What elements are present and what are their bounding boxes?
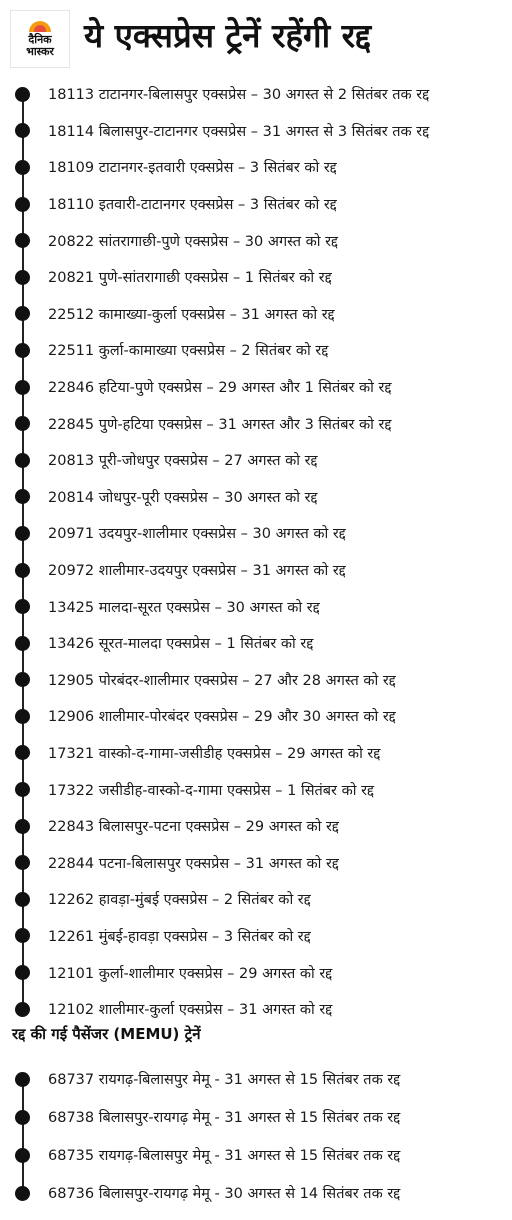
bullet-dot-icon [15, 745, 30, 760]
list-item [0, 442, 512, 479]
bullet-dot-icon [15, 453, 30, 468]
train-cancellation-text: 20821 पुणे-सांतरागाछी एक्सप्रेस – 1 सितंबर को रद्द [48, 270, 332, 287]
train-cancellation-text: 13425 मालदा-सूरत एक्सप्रेस – 30 अगस्त को रद्द [48, 599, 320, 616]
list-item [0, 1060, 512, 1098]
bullet-dot-icon [15, 343, 30, 358]
bullet-dot-icon [15, 563, 30, 578]
list-item [0, 332, 512, 369]
memu-section-heading: रद्द की गई पैसेंजर (MEMU) ट्रेनें [12, 1025, 201, 1043]
list-item [0, 369, 512, 406]
train-cancellation-text: 13426 सूरत-मालदा एक्सप्रेस – 1 सितंबर को रद्द [48, 636, 314, 653]
page-title: ये एक्सप्रेस ट्रेनें रहेंगी रद्द [84, 16, 372, 55]
train-cancellation-text: 12101 कुर्ला-शालीमार एक्सप्रेस – 29 अगस्त को रद्द [48, 965, 333, 982]
bullet-dot-icon [15, 123, 30, 138]
train-cancellation-text: 18110 इतवारी-टाटानगर एक्सप्रेस – 3 सितंबर को रद्द [48, 197, 337, 214]
bullet-dot-icon [15, 233, 30, 248]
bullet-dot-icon [15, 1148, 30, 1163]
train-cancellation-text: 22845 पुणे-हटिया एक्सप्रेस – 31 अगस्त और 3 सितंबर को रद्द [48, 416, 392, 433]
list-item [0, 588, 512, 625]
logo-line-2: भास्कर [26, 44, 54, 58]
list-item [0, 1136, 512, 1174]
train-cancellation-text: 68735 रायगढ़-बिलासपुर मेमू - 31 अगस्त से 15 सितंबर तक रद्द [48, 1148, 401, 1164]
bullet-dot-icon [15, 1186, 30, 1201]
train-cancellation-text: 20972 शालीमार-उदयपुर एक्सप्रेस – 31 अगस्त को रद्द [48, 563, 346, 580]
logo-line-1: दैनिक [28, 32, 52, 46]
list-item [0, 991, 512, 1028]
bullet-dot-icon [15, 819, 30, 834]
list-item [0, 698, 512, 735]
train-cancellation-text: 18113 टाटानगर-बिलासपुर एक्सप्रेस – 30 अगस्त से 2 सितंबर तक रद्द [48, 87, 430, 104]
list-item [0, 222, 512, 259]
bullet-dot-icon [15, 928, 30, 943]
header [0, 0, 512, 74]
list-item [0, 113, 512, 150]
bullet-dot-icon [15, 160, 30, 175]
train-cancellation-text: 20822 सांतरागाछी-पुणे एक्सप्रेस – 30 अगस्त को रद्द [48, 233, 339, 250]
train-cancellation-text: 17322 जसीडीह-वास्को-द-गामा एक्सप्रेस – 1 सितंबर को रद्द [48, 782, 375, 799]
bullet-dot-icon [15, 672, 30, 687]
list-item [0, 149, 512, 186]
sun-logo-icon [29, 21, 51, 32]
bullet-dot-icon [15, 489, 30, 504]
bullet-dot-icon [15, 306, 30, 321]
train-cancellation-text: 20814 जोधपुर-पूरी एक्सप्रेस – 30 अगस्त को रद्द [48, 489, 318, 506]
bullet-dot-icon [15, 1110, 30, 1125]
list-item [0, 662, 512, 699]
train-cancellation-text: 18109 टाटानगर-इतवारी एक्सप्रेस – 3 सितंबर को रद्द [48, 160, 337, 177]
list-item [0, 625, 512, 662]
train-cancellation-text: 17321 वास्को-द-गामा-जसीडीह एक्सप्रेस – 29 अगस्त को रद्द [48, 745, 381, 762]
bullet-dot-icon [15, 1002, 30, 1017]
bullet-dot-icon [15, 1072, 30, 1087]
train-cancellation-text: 22512 कामाख्या-कुर्ला एक्सप्रेस – 31 अगस्त को रद्द [48, 306, 335, 323]
train-cancellation-text: 20971 उदयपुर-शालीमार एक्सप्रेस – 30 अगस्त को रद्द [48, 526, 346, 543]
list-item [0, 405, 512, 442]
train-cancellation-text: 12102 शालीमार-कुर्ला एक्सप्रेस – 31 अगस्त को रद्द [48, 1002, 333, 1019]
train-cancellation-text: 68737 रायगढ़-बिलासपुर मेमू - 31 अगस्त से 15 सितंबर तक रद्द [48, 1072, 401, 1088]
list-item [0, 844, 512, 881]
train-cancellation-text: 12906 शालीमार-पोरबंदर एक्सप्रेस – 29 और 30 अगस्त को रद्द [48, 709, 396, 726]
bullet-dot-icon [15, 782, 30, 797]
list-item [0, 296, 512, 333]
train-cancellation-text: 18114 बिलासपुर-टाटानगर एक्सप्रेस – 31 अगस्त से 3 सितंबर तक रद्द [48, 123, 430, 140]
train-cancellation-text: 20813 पूरी-जोधपुर एक्सप्रेस – 27 अगस्त को रद्द [48, 453, 318, 470]
list-item [0, 76, 512, 113]
bullet-dot-icon [15, 270, 30, 285]
list-item [0, 918, 512, 955]
train-cancellation-text: 12262 हावड़ा-मुंबई एक्सप्रेस – 2 सितंबर को रद्द [48, 892, 311, 909]
list-item [0, 881, 512, 918]
train-cancellation-text: 22844 पटना-बिलासपुर एक्सप्रेस – 31 अगस्त को रद्द [48, 855, 339, 872]
train-cancellation-text: 22511 कुर्ला-कामाख्या एक्सप्रेस – 2 सितंबर को रद्द [48, 343, 329, 360]
dainik-bhaskar-logo [10, 10, 70, 68]
train-cancellation-text: 68736 बिलासपुर-रायगढ़ मेमू - 30 अगस्त से 14 सितंबर तक रद्द [48, 1186, 401, 1202]
train-cancellation-text: 12261 मुंबई-हावड़ा एक्सप्रेस – 3 सितंबर को रद्द [48, 928, 311, 945]
train-cancellation-text: 22846 हटिया-पुणे एक्सप्रेस – 29 अगस्त और 1 सितंबर को रद्द [48, 380, 392, 397]
memu-train-list [0, 1060, 512, 1212]
bullet-dot-icon [15, 965, 30, 980]
list-item [0, 808, 512, 845]
bullet-dot-icon [15, 709, 30, 724]
list-item [0, 259, 512, 296]
train-cancellation-text: 12905 पोरबंदर-शालीमार एक्सप्रेस – 27 और 28 अगस्त को रद्द [48, 672, 396, 689]
bullet-dot-icon [15, 526, 30, 541]
bullet-dot-icon [15, 636, 30, 651]
list-item [0, 552, 512, 589]
bullet-dot-icon [15, 416, 30, 431]
bullet-dot-icon [15, 87, 30, 102]
bullet-dot-icon [15, 599, 30, 614]
list-item [0, 1098, 512, 1136]
list-item [0, 515, 512, 552]
bullet-dot-icon [15, 892, 30, 907]
train-cancellation-text: 22843 बिलासपुर-पटना एक्सप्रेस – 29 अगस्त को रद्द [48, 819, 339, 836]
list-item [0, 735, 512, 772]
bullet-dot-icon [15, 855, 30, 870]
list-item [0, 479, 512, 516]
bullet-dot-icon [15, 197, 30, 212]
list-item [0, 771, 512, 808]
list-item [0, 1174, 512, 1212]
list-item [0, 186, 512, 223]
express-train-list [0, 76, 512, 1027]
list-item [0, 954, 512, 991]
bullet-dot-icon [15, 380, 30, 395]
train-cancellation-text: 68738 बिलासपुर-रायगढ़ मेमू - 31 अगस्त से 15 सितंबर तक रद्द [48, 1110, 401, 1126]
